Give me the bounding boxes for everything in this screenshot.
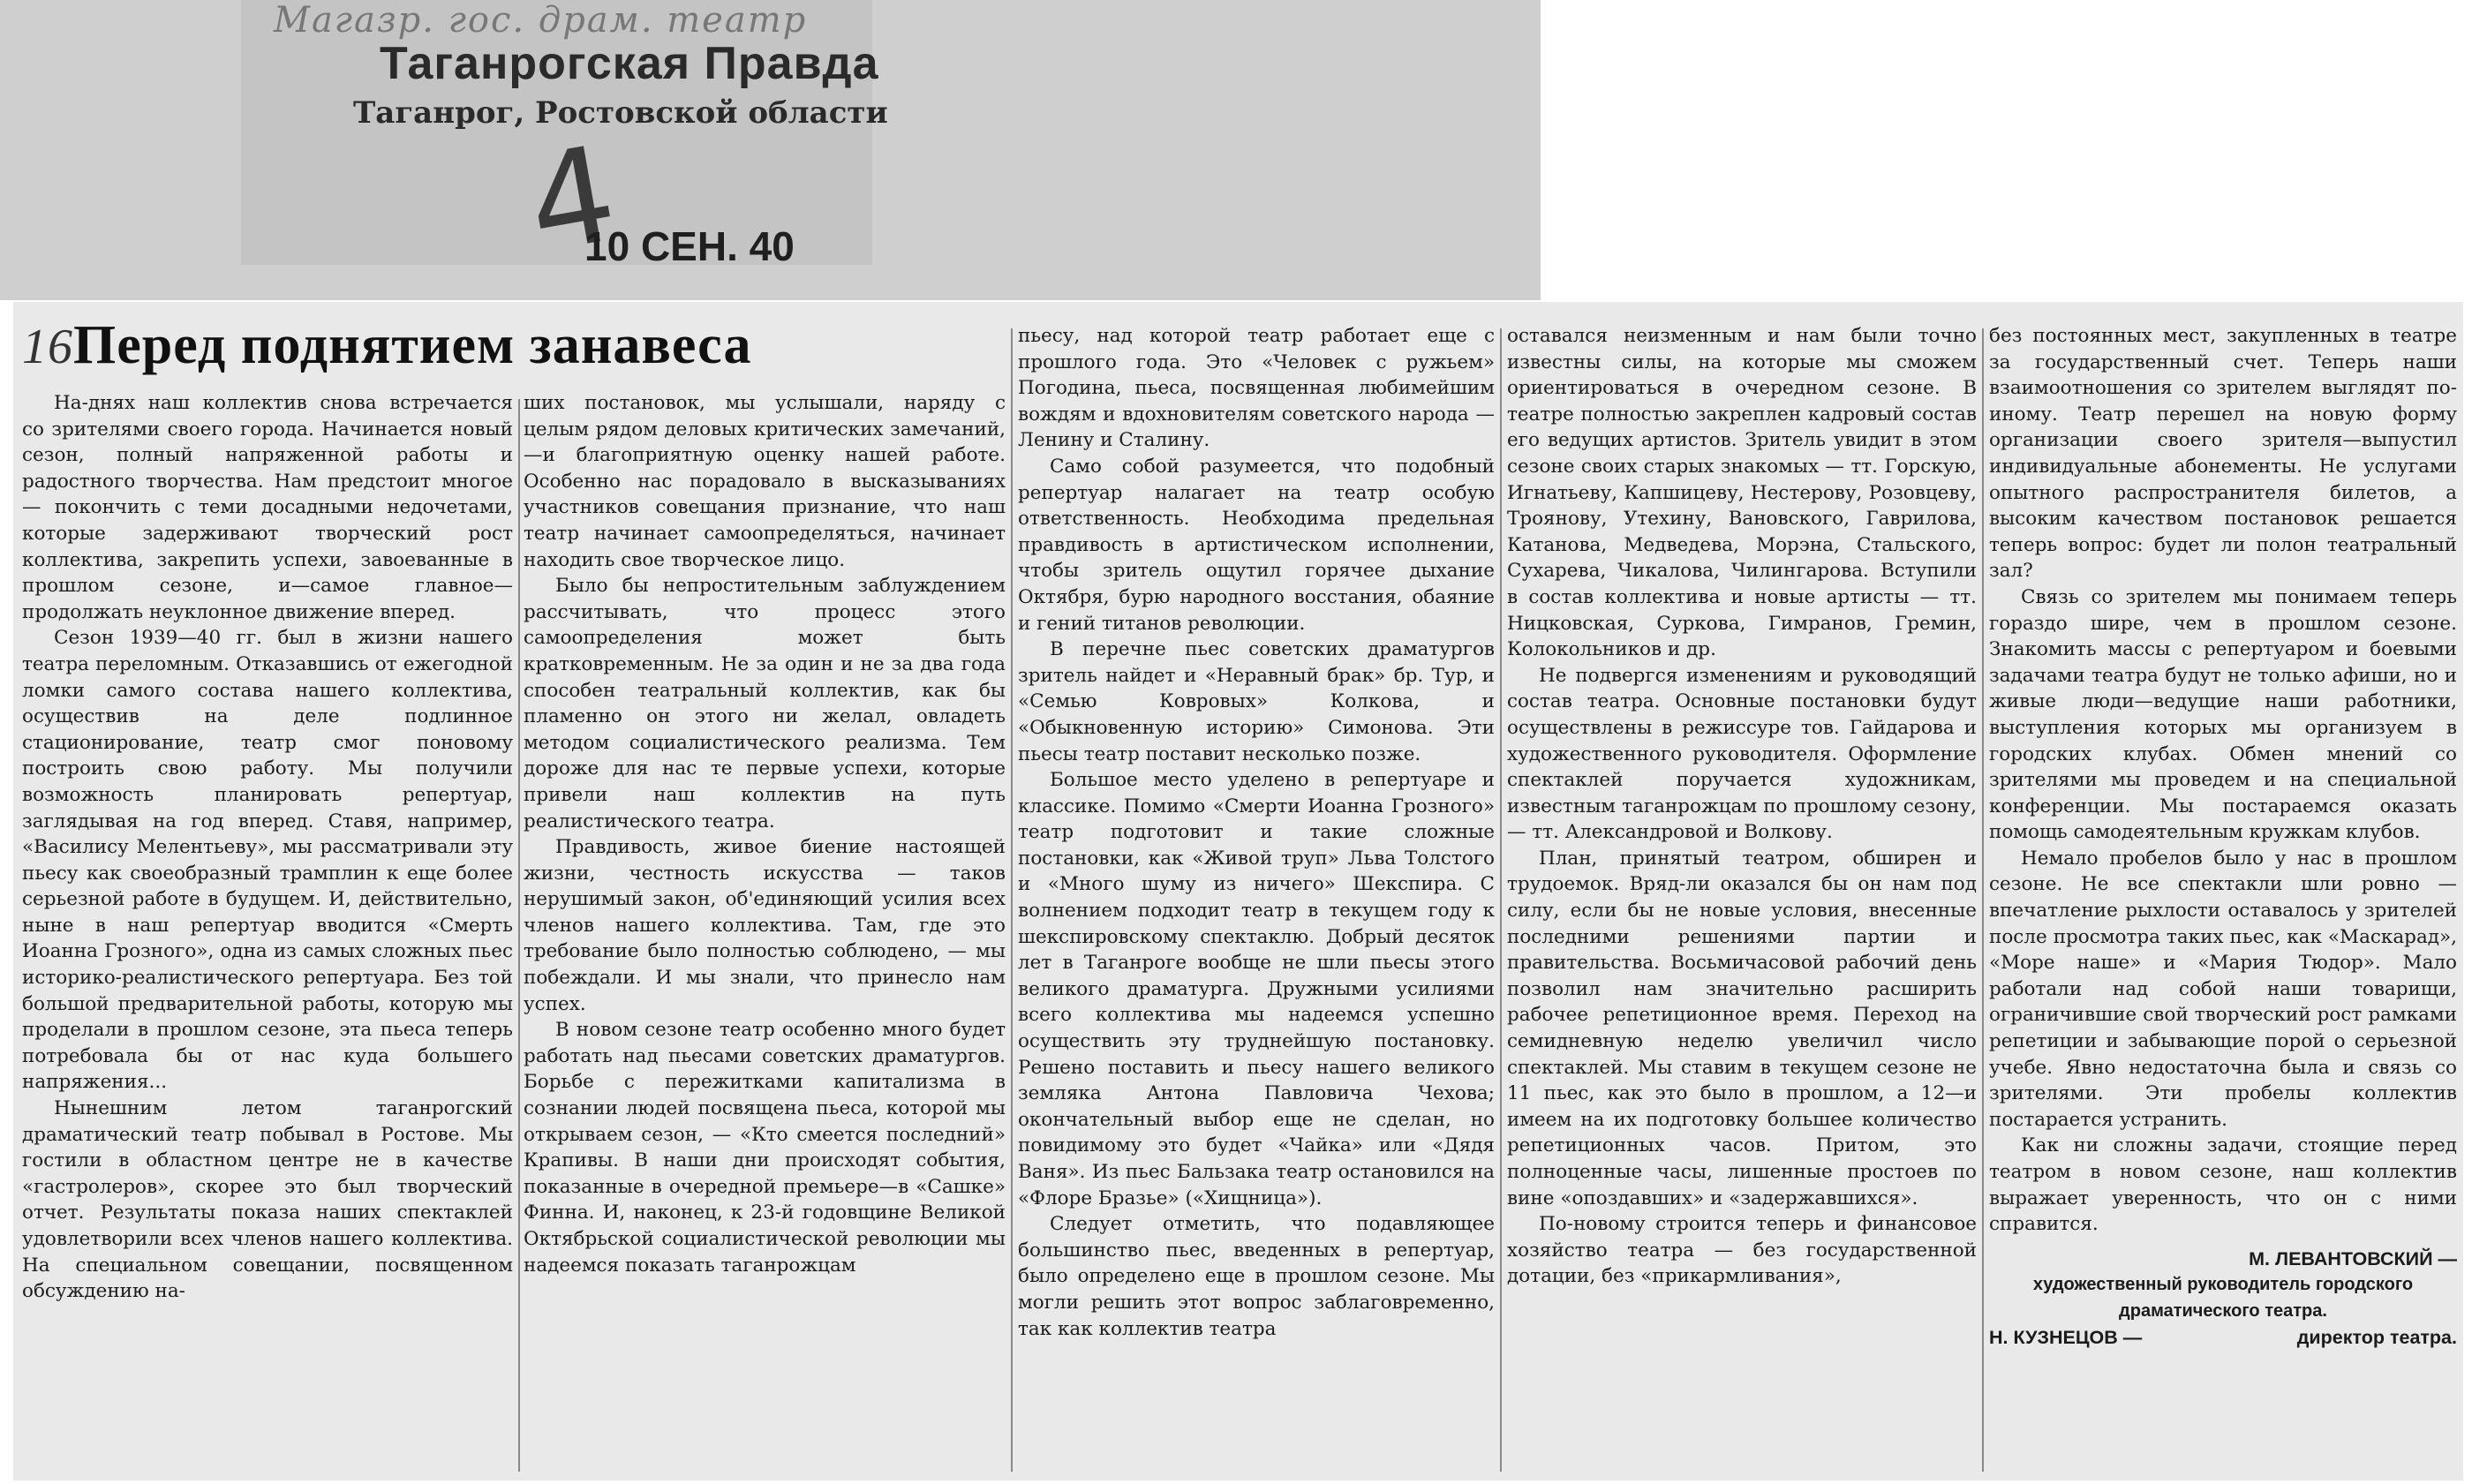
newspaper-name: Таганрогская Правда (380, 38, 879, 89)
article-column-4 (1507, 323, 1977, 1290)
handwritten-number: 4 (516, 117, 627, 283)
newspaper-place: Таганрог, Ростовской области (353, 95, 888, 131)
column-divider (1982, 328, 1984, 1472)
paragraph: На-днях наш коллектив снова встречается со зрителями своего города. Начинается новый сезон, полный напряженной работы и радостного творчества. Нам предстоит многое — покончить с теми досадными недочетами, которые задерживают творческий рост коллектива, закрепить успехи, завоеванные в прошлом сезоне, и—самое главное—продолжать неуклонное движение вперед. (22, 392, 513, 623)
paragraph: Немало пробелов было у нас в прошлом сезоне. Не все спектакли шли ровно — впечатление рыхлости оставалось у зрителей после просмотра таких пьес, как «Маскарад», «Море наше» и «Мария Тюдор». Мало работали над собой наши товарищи, ограничившие свой творческий рост рамками репетиции и забывающие порой о серьезной учебе. Явно недостаточна была и связь со зрителями. Эти пробелы коллектив постарается устранить. (1989, 847, 2457, 1131)
paragraph: ших постановок, мы услышали, наряду с целым рядом деловых критических замечаний,—и благоприятную оценку нашей работе. Особенно нас порадовало в высказываниях участников совещания признание, что наш театр начинает самоопределяться, начинает находить свое творческое лицо. (524, 392, 1006, 571)
article-column-2 (524, 390, 1006, 1278)
paragraph: Следует отметить, что подавляющее большинство пьес, введенных в репертуар, было определено еще в прошлом сезоне. Мы могли решить этот вопрос заблаговременно, так как коллектив театра (1018, 1213, 1495, 1340)
signature-1-name: М. ЛЕВАНТОВСКИЙ — (2249, 1247, 2457, 1269)
paragraph: Сезон 1939—40 гг. был в жизни нашего театра переломным. Отказавшись от ежегодной ломки самого состава нашего коллектива, осуществив на деле подлинное стационирование, театр смог поновому построить свою работу. Мы получили возможность планировать репертуар, заглядывая на год вперед. Ставя, например, «Василису Мелентьеву», мы рассматривали эту пьесу как своеобразный трамплин к еще более серьезной работе в будущем. И, действительно, ныне в наш репертуар вводится «Смерть Иоанна Грозного», одна из самых сложных пьес историко-реалистического репертуара. Без той большой предварительной работы, которую мы проделали в прошлом сезоне, эта пьеса теперь потребовала бы от нас куда большего напряжения... (22, 627, 513, 1094)
paragraph: В новом сезоне театр особенно много будет работать над пьесами советских драматургов. Борьбе с пережитками капитализма в сознании людей посвящена пьеса, которой мы открываем сезон, — «Кто смеется последний» Крапивы. В наши дни происходят события, показанные в очередной премьере—в «Сашке» Финна. И, наконец, к 23-й годовщине Великой Октябрьской социалистической революции мы надеемся показать таганрожцам (524, 1019, 1006, 1277)
paragraph: Правдивость, живое биение настоящей жизни, честность искусства — таков нерушимый закон, об'единяющий усилия всех членов нашего коллектива. Там, где это требование было полностью соблюдено, — мы побеждали. И мы знали, что принесло нам успех. (524, 836, 1006, 1015)
paragraph: оставался неизменным и нам были точно известны силы, на которые мы сможем ориентироваться в очередном сезоне. В театре полностью закреплен кадровый состав его ведущих артистов. Зритель увидит в этом сезоне своих старых знакомых — тт. Горскую, Игнатьеву, Капшицеву, Нестерову, Розовцеву, Троянову, Утехину, Вановского, Гаврилова, Катанова, Медведева, Морэна, Стальского, Сухарева, Чикалова, Чилингарова. Вступили в состав коллектива и новые артисты — тт. Ницковская, Суркова, Гимранов, Гремин, Колокольников и др. (1507, 325, 1977, 661)
signature-2-name: Н. КУЗНЕЦОВ — (1989, 1326, 2143, 1348)
paragraph: пьесу, над которой театр работает еще с прошлого года. Это «Человек с ружьем» Погодина, пьеса, посвященная любимейшим вождям и вдохновителям советского народа — Ленину и Сталину. (1018, 325, 1495, 452)
column-divider (1011, 328, 1013, 1472)
newspaper-clipping (13, 302, 2463, 1480)
archive-stamp-sheet (0, 0, 1541, 300)
signature-2-role: директор театра. (2296, 1326, 2457, 1348)
article-title (22, 314, 751, 377)
paragraph: Большое место уделено в репертуаре и классике. Помимо «Смерти Иоанна Грозного» театр подготовит и такие сложные постановки, как «Живой труп» Льва Толстого и «Много шуму из ничего» Шекспира. С волнением подходит театр в текущем году к шекспировскому спектаклю. Добрый десяток лет в Таганроге вообще не шли пьесы этого великого драматурга. Дружными усилиями всего коллектива мы надеемся успешно осуществить эту труднейшую постановку. Решено поставить и пьесу нашего великого земляка Антона Павловича Чехова; окончательный выбор еще не сделан, но повидимому это будет «Чайка» или «Дядя Ваня». Из пьес Бальзака театр остановился на «Флоре Бразье» («Хищница»). (1018, 769, 1495, 1209)
article-title-text: Перед поднятием занавеса (73, 315, 752, 375)
paragraph: без постоянных мест, закупленных в театре за государственный счет. Теперь наши взаимоотношения со зрителем выглядят по-иному. Театр перешел на новую форму организации своего зрителя—выпустил индивидуальные абонементы. Не услугами опытного распространителя билетов, а высоким качеством постановок решается теперь вопрос: будет ли полон театральный зал? (1989, 325, 2457, 583)
paragraph: Как ни сложны задачи, стоящие перед театром в новом сезоне, наш коллектив выражает уверенность, что он с ними справится. (1989, 1134, 2457, 1236)
paragraph: По-новому строится теперь и финансовое хозяйство театра — без государственной дотации, без «прикармливания», (1507, 1213, 1977, 1288)
column-divider (1500, 328, 1502, 1472)
paragraph: Нынешним летом таганрогский драматический театр побывал в Ростове. Мы гостили в областном центре не в качестве «гастролеров», скорее это был творческий отчет. Результаты показа наших спектаклей удовлетворили всех членов нашего коллектива. На специальном совещании, посвященном обсуждению на- (22, 1097, 513, 1303)
article-mark: 16 (22, 320, 73, 374)
handwritten-note: Магазр. гос. драм. театр (274, 0, 808, 41)
paragraph: Само собой разумеется, что подобный репертуар налагает на театр особую ответственность. Необходима предельная правдивость в артистическом исполнении, чтобы зритель ощутил горячее дыхание Октября, бурю народного восстания, обаяние и гений титанов революции. (1018, 455, 1495, 635)
signature-2 (1989, 1325, 2457, 1352)
paragraph: Связь со зрителем мы понимаем теперь гораздо шире, чем в прошлом сезоне. Знакомить массы с репертуаром и боевыми задачами театра будут не только афиши, но и живые люди—ведущие наши работники, выступления которых мы организуем в городских клубах. Обмен мнений со зрителями мы проведем и на специальной конференции. Мы постараемся оказать помощь самодеятельным кружкам клубов. (1989, 585, 2457, 844)
paragraph: План, принятый театром, обширен и трудоемок. Вряд-ли оказался бы он нам под силу, если бы не новые условия, внесенные последними решениями партии и правительства. Восьмичасовой рабочий день позволил нам значительно расширить рабочее репетиционное время. Переход на семидневную неделю увеличил число спектаклей. Мы ставим в текущем сезоне не 11 пьес, как это было в прошлом, а 12—и имеем на их подготовку большее количество репетиционных часов. Притом, это полноценные часы, лишенные простоев по вине «опоздавших» и «задержавшихся». (1507, 847, 1977, 1209)
signature-1-role: художественный руководитель городского драматического театра. (2032, 1275, 2414, 1321)
date-stamp: 10 СЕН. 40 (584, 223, 795, 269)
column-divider (518, 399, 520, 1472)
article-column-5 (1989, 323, 2457, 1351)
paragraph: Не подвергся изменениям и руководящий состав театра. Основные постановки будут осуществлены в режиссуре тов. Гайдарова и художественного руководителя. Оформление спектаклей поручается художникам, известным таганрожцам по прошлому сезону, — тт. Александровой и Волкову. (1507, 664, 1977, 844)
paragraph: В перечне пьес советских драматургов зритель найдет и «Неравный брак» бр. Тур, и «Семью Ковровых» Колкова, и «Обыкновенную историю» Симонова. Эти пьесы театр поставит несколько позже. (1018, 638, 1495, 765)
article-column-3 (1018, 323, 1495, 1342)
article-column-1 (22, 390, 513, 1305)
paragraph: Было бы непростительным заблуждением рассчитывать, что процесс этого самоопределения может быть кратковременным. Не за один и не за два года способен театральный коллектив, как бы пламенно он этого ни желал, овладеть методом социалистического реализма. Тем дороже для нас те первые успехи, которые привели наш коллектив на путь реалистического театра. (524, 575, 1006, 832)
